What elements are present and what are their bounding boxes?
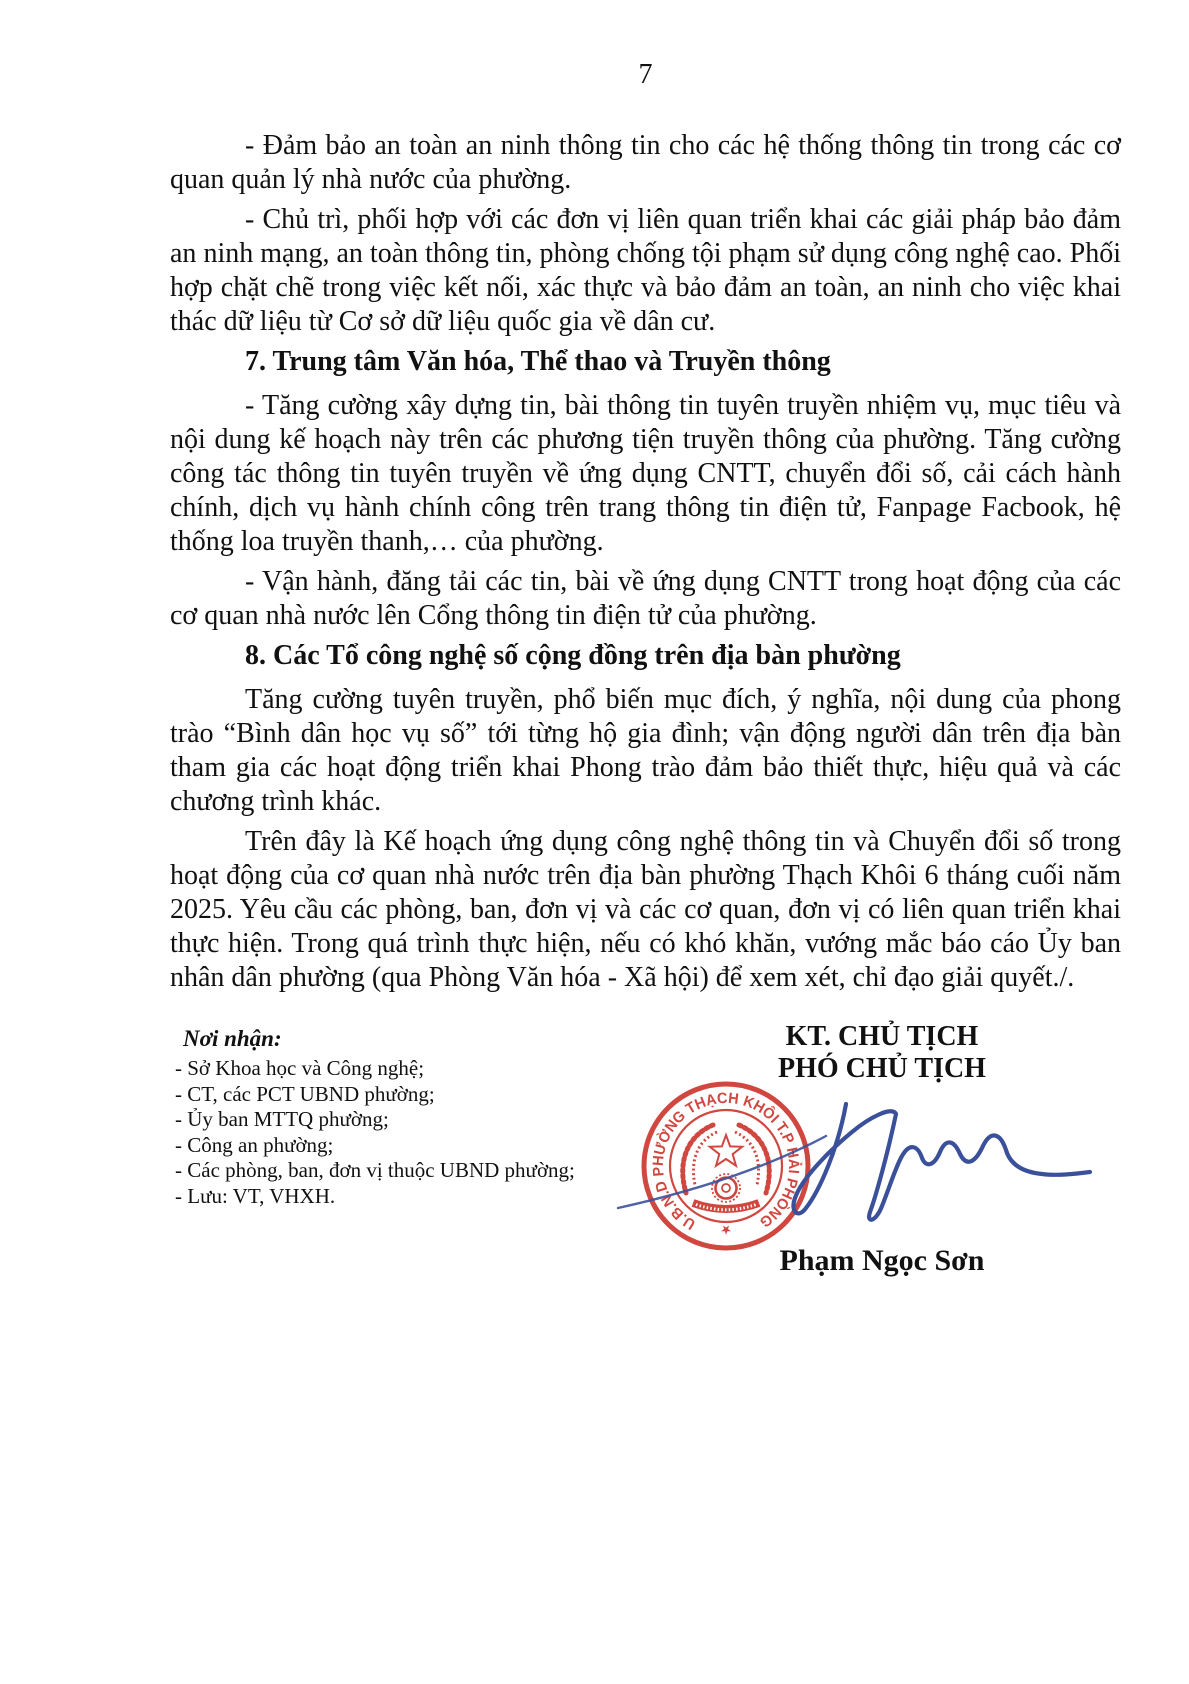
recipient-item: - Ủy ban MTTQ phường;	[175, 1107, 389, 1131]
recipient-item: - Công an phường;	[175, 1132, 334, 1157]
recipients-block	[175, 1025, 715, 1209]
paragraph: Trên đây là Kế hoạch ứng dụng công nghệ thông tin và Chuyển đổi số trong hoạt động của cơ quan nhà nước trên địa bàn phường Thạch Khôi 6 tháng cuối năm 2025. Yêu cầu các phòng, ban, đơn vị và các cơ quan, đơn vị có liên quan triển khai thực hiện. Trong quá trình thực hiện, nếu có khó khăn, vướng mắc báo cáo Ủy ban nhân dân phường (qua Phòng Văn hóa - Xã hội) để xem xét, chỉ đạo giải quyết./.	[170, 826, 1121, 993]
signature-title-line1: KT. CHỦ TỊCH	[785, 1021, 979, 1052]
signature-title-line2: PHÓ CHỦ TỊCH	[778, 1053, 986, 1084]
stamp-bottom-star-icon: ★	[720, 1222, 732, 1238]
recipient-item: - CT, các PCT UBND phường;	[175, 1081, 435, 1106]
document-body	[170, 129, 1121, 1001]
signature-block	[698, 1021, 1066, 1279]
section-heading: 8. Các Tổ công nghệ số cộng đồng trên địa bàn phường	[245, 640, 901, 671]
recipients-label: Nơi nhận:	[183, 1026, 282, 1051]
paragraph: - Chủ trì, phối hợp với các đơn vị liên quan triển khai các giải pháp bảo đảm an ninh mạng, an toàn thông tin, phòng chống tội phạm sử dụng công nghệ cao. Phối hợp chặt chẽ trong việc kết nối, xác thực và bảo đảm an toàn, an ninh cho việc khai thác dữ liệu từ Cơ sở dữ liệu quốc gia về dân cư.	[170, 204, 1121, 337]
paragraph: - Đảm bảo an toàn an ninh thông tin cho các hệ thống thông tin trong các cơ quan quản lý nhà nước của phường.	[170, 130, 1121, 195]
recipient-item: - Lưu: VT, VHXH.	[175, 1183, 336, 1208]
paragraph: Tăng cường tuyên truyền, phổ biến mục đích, ý nghĩa, nội dung của phong trào “Bình dân học vụ số” tới từng hộ gia đình; vận động người dân trên địa bàn tham gia các hoạt động triển khai Phong trào đảm bảo thiết thực, hiệu quả và các chương trình khác.	[170, 684, 1121, 817]
stamp-ring-text: U.B.N.D PHƯỜNG THẠCH KHÔI T.P HẢI PHÒNG	[649, 1089, 803, 1233]
paragraph: - Tăng cường xây dựng tin, bài thông tin tuyên truyền nhiệm vụ, mục tiêu và nội dung kế hoạch này trên các phương tiện truyền thông của phường. Tăng cường công tác thông tin tuyên truyền về ứng dụng CNTT, chuyển đổi số, cải cách hành chính, dịch vụ hành chính công trên trang thông tin điện tử, Fanpage Facbook, hệ thống loa truyền thanh,… của phường.	[170, 390, 1121, 557]
signer-name: Phạm Ngọc Sơn	[779, 1244, 985, 1277]
section-heading: 7. Trung tâm Văn hóa, Thể thao và Truyền thông	[245, 346, 831, 377]
paragraph: - Vận hành, đăng tải các tin, bài về ứng dụng CNTT trong hoạt động của các cơ quan nhà nước lên Cổng thông tin điện tử của phường.	[170, 566, 1121, 631]
recipient-item: - Các phòng, ban, đơn vị thuộc UBND phường;	[175, 1158, 575, 1182]
recipient-item: - Sở Khoa học và Công nghệ;	[175, 1056, 425, 1080]
page-number: 7	[638, 59, 653, 90]
